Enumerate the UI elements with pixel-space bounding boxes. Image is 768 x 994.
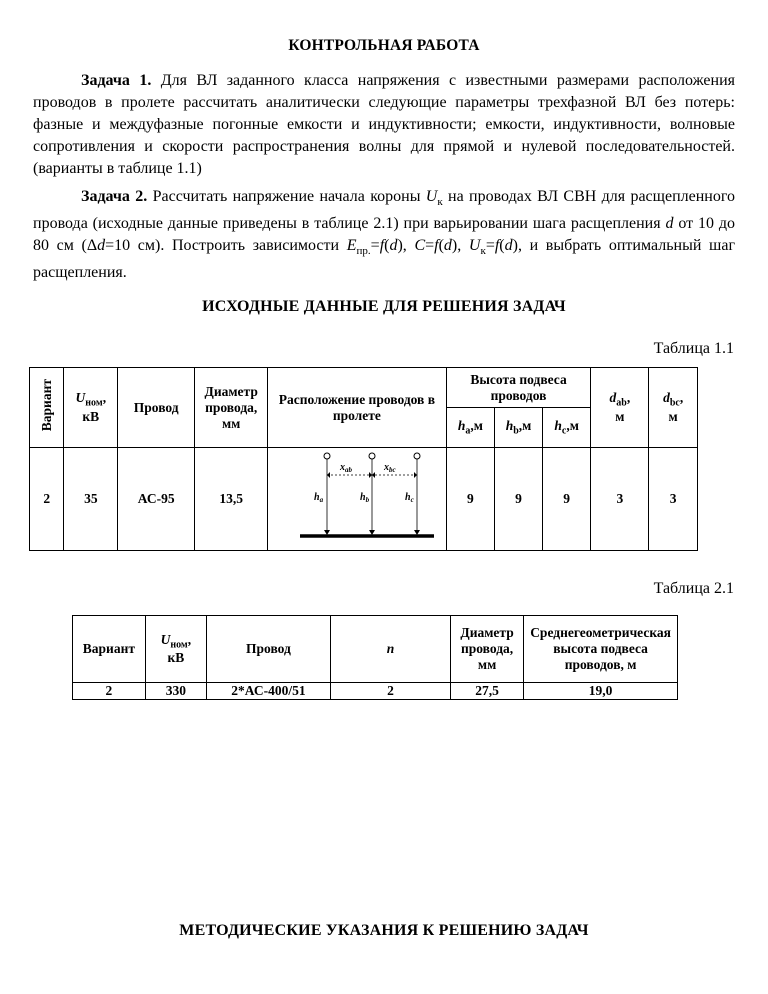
spacing-arrow-icon: [372, 472, 375, 478]
header-n: n: [330, 616, 450, 683]
table-2: [72, 615, 678, 700]
cell-ha: 9: [446, 448, 495, 551]
spacing-arrow-icon: [369, 472, 372, 478]
table-row: [30, 448, 698, 551]
header-hc: $h_c,м$: [542, 408, 591, 448]
task-2-paragraph: Задача 2. Рассчитать напряжение начала короны $U_к$ на проводах ВЛ СВН для расщепленного провода (исходные данные приведены в таблице 2.1) при варьировании шага расщепления d от 10 до 80 см (Δd=10 см). Построить зависимости $E_{пр.}=f(d)$, C=f(d), $U_к=f(d)$, и выбрать оптимальный шаг расщепления.: [33, 188, 736, 282]
methodical-title: МЕТОДИЧЕСКИЕ УКАЗАНИЯ К РЕШЕНИЮ ЗАДАЧ: [179, 922, 589, 939]
label-ha: $h_a$: [313, 492, 323, 504]
cell-hc: 9: [542, 448, 591, 551]
table-1-caption: Таблица 1.1: [653, 340, 734, 357]
header-height: Среднегеометрическая высота подвеса проводов, м: [524, 616, 678, 683]
header-variant: Вариант: [30, 368, 64, 448]
page-title: КОНТРОЛЬНАЯ РАБОТА: [288, 37, 480, 54]
cell-hb: 9: [495, 448, 543, 551]
section-title: ИСХОДНЫЕ ДАННЫЕ ДЛЯ РЕШЕНИЯ ЗАДАЧ: [202, 298, 566, 315]
insulator-c-icon: [414, 453, 420, 459]
insulator-b-icon: [369, 453, 375, 459]
cell-diameter: 13,5: [195, 448, 268, 551]
label-xab: $x_{ab}$: [339, 462, 352, 474]
table-1: [29, 367, 698, 551]
spacing-arrow-icon: [414, 472, 417, 478]
cell-dab: 3: [591, 448, 649, 551]
header-dbc: $d_{bc}$, м: [649, 368, 698, 448]
cell-layout-diagram: [268, 448, 446, 551]
header-hb: $h_b,м$: [495, 408, 543, 448]
insulator-a-icon: [324, 453, 330, 459]
cell-height: 19,0: [524, 683, 678, 700]
cell-wire: 2*АС-400/51: [206, 683, 330, 700]
header-unom: $U_{ном}$, кВ: [64, 368, 118, 448]
label-xbc: $x_{bc}$: [383, 462, 396, 474]
table-row: [73, 683, 678, 700]
cell-unom: 330: [145, 683, 206, 700]
task-1-text: Для ВЛ заданного класса напряжения с известными размерами расположения проводов в пролете рассчитать аналитически следующие параметры трехфазной ВЛ без потерь: фазные и междуфазные погонные емкости и индуктивности; емкости, индуктивности, волновые сопротивления и скорости распространения волны для прямой и нулевой последовательностей. (варианты в таблице 1.1): [33, 72, 736, 177]
cell-unom: 35: [64, 448, 118, 551]
cell-variant: 2: [30, 448, 64, 551]
task-2-label: Задача 2.: [81, 188, 148, 205]
task-1-label: Задача 1.: [81, 72, 152, 89]
wire-layout-diagram: [272, 448, 442, 546]
cell-n: 2: [330, 683, 450, 700]
header-unom: $U_{ном}$, кВ: [145, 616, 206, 683]
header-wire: Провод: [206, 616, 330, 683]
cell-dbc: 3: [649, 448, 698, 551]
header-diameter: Диаметр провода, мм: [450, 616, 523, 683]
task-1-paragraph: [33, 70, 735, 180]
label-hc: $h_c$: [404, 492, 414, 504]
header-dab: $d_{ab}$, м: [591, 368, 649, 448]
header-variant: Вариант: [73, 616, 146, 683]
label-hb: $h_b$: [359, 492, 369, 504]
header-ha: $h_a,м$: [446, 408, 495, 448]
spacing-arrow-icon: [327, 472, 330, 478]
header-height: Высота подвеса проводов: [446, 368, 591, 408]
table-2-caption: Таблица 2.1: [653, 580, 734, 597]
cell-variant: 2: [73, 683, 146, 700]
cell-diameter: 27,5: [450, 683, 523, 700]
header-wire: Провод: [118, 368, 195, 448]
cell-wire: АС-95: [118, 448, 195, 551]
header-diameter: Диаметр провода, мм: [195, 368, 268, 448]
header-layout: Расположение проводов в пролете: [268, 368, 446, 448]
